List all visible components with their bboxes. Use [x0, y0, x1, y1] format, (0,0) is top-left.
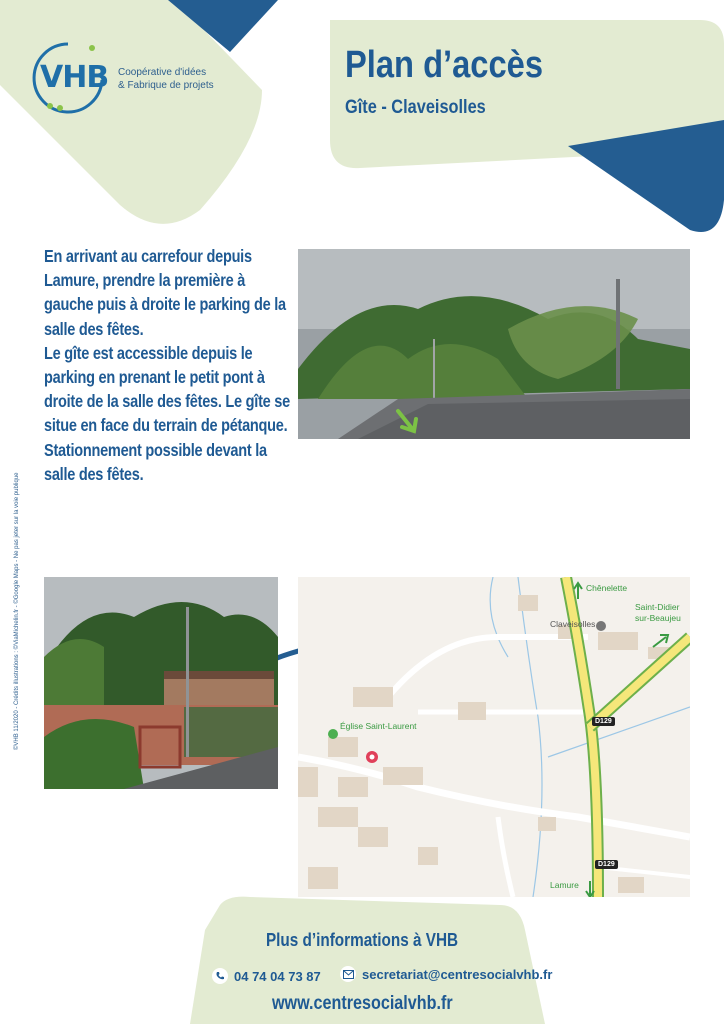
footer-website[interactable] [0, 993, 724, 1015]
phone-number: 04 74 04 73 87 [234, 968, 321, 984]
access-map [298, 577, 690, 897]
street-view-photo-hall [44, 577, 278, 789]
directions-line: Lamure, prendre la première à [44, 270, 246, 291]
credits-text: ©VHB 11/2020 - Crédits illustrations : ©ViaMichelin.fr - ©Google Maps - Ne pas jeter sur la voie publique [14, 472, 20, 750]
phone-icon [212, 968, 228, 984]
email-icon [340, 966, 356, 982]
logo-tagline-line2: & Fabrique de projets [118, 80, 214, 91]
map-label-eglise: Église Saint-Laurent [340, 721, 417, 731]
directions-line: salle des fêtes. [44, 318, 144, 339]
hall-pin-icon [366, 751, 378, 763]
directions-text [44, 244, 293, 486]
church-pin-icon [328, 729, 338, 739]
directions-line: salle des fêtes. [44, 463, 144, 484]
logo-tagline [118, 66, 238, 92]
footer-title [0, 930, 724, 951]
street-view-photo-crossroad [298, 249, 690, 439]
directions-line: En arrivant au carrefour depuis [44, 246, 252, 266]
directions-line: droite de la salle des fêtes. Le gîte se [44, 391, 290, 412]
page-title: Plan d’accès [345, 44, 544, 86]
directions-line: gauche puis à droite le parking de la [44, 294, 286, 315]
page-subtitle: Gîte - Claveisolles [345, 97, 486, 118]
map-label-saint-didier-line1: Saint-Didier [635, 602, 680, 612]
email-address: secretariat@centresocialvhb.fr [362, 966, 553, 982]
directions-line: parking en prenant le petit pont à [44, 367, 265, 388]
directions-line: Le gîte est accessible depuis le [44, 342, 253, 363]
footer-phone[interactable] [212, 968, 321, 984]
directions-line: situe en face du terrain de pétanque. [44, 415, 288, 436]
poi-icon [596, 621, 606, 631]
directions-line: Stationnement possible devant la [44, 439, 267, 460]
road-badge-d129-top: D129 [592, 717, 615, 726]
logo-wordmark: VHB [40, 60, 109, 95]
footer-email[interactable] [340, 966, 552, 982]
footer-title-text: Plus d’informations à VHB [265, 930, 459, 950]
website-url: www.centresocialvhb.fr [271, 993, 453, 1014]
map-label-chenelette: Chênelette [586, 583, 628, 593]
road-badge-d129-bottom: D129 [595, 860, 618, 869]
map-label-lamure: Lamure [550, 880, 579, 890]
map-label-claveisolles: Claveisolles [550, 619, 596, 629]
map-label-saint-didier-line2: sur-Beaujeu [635, 613, 681, 623]
logo-tagline-line1: Coopérative d'idées [118, 67, 207, 78]
